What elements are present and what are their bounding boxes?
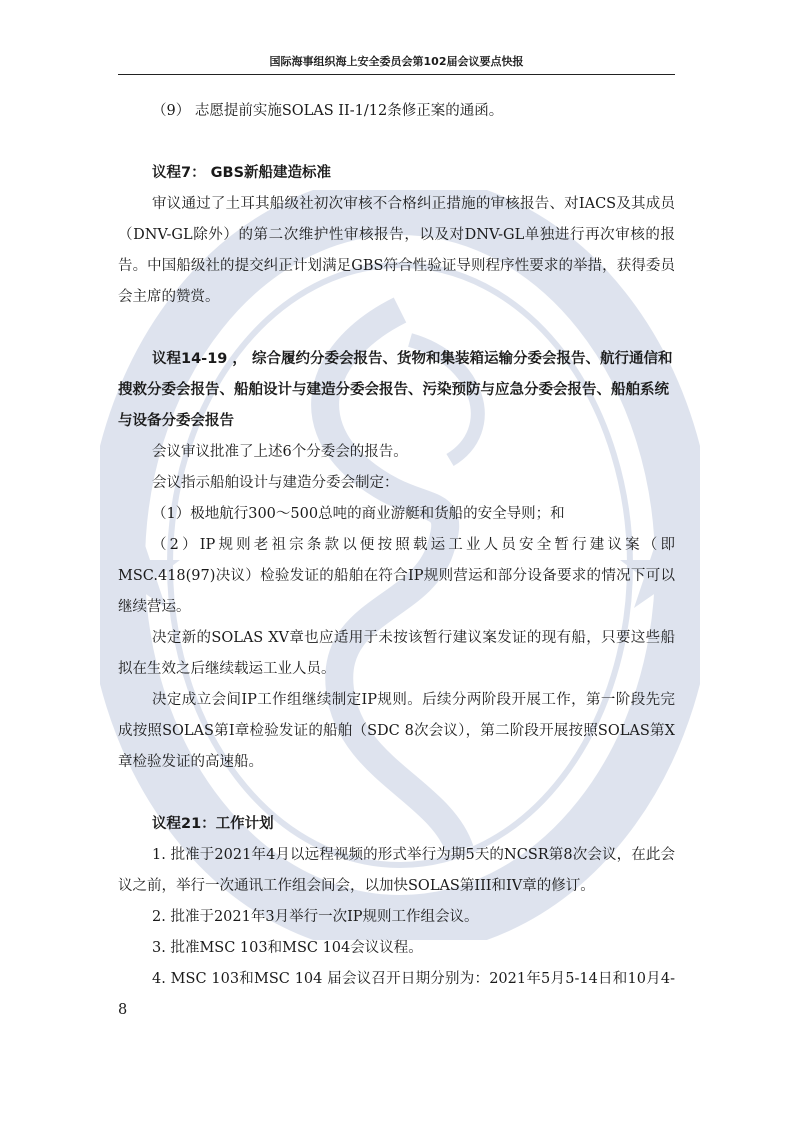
section-heading: 议程7： GBS新船建造标准: [152, 165, 332, 181]
list-item: （2）IP规则老祖宗条款以便按照载运工业人员安全暂行建议案（即MSC.418(97)决议）检验发证的船舶在符合IP规则营运和部分设备要求的情况下可以继续营运。: [118, 537, 675, 615]
paragraph: 会议指示船舶设计与建造分委会制定：: [152, 475, 399, 491]
paragraph: 会议审议批准了上述6个分委会的报告。: [152, 444, 408, 460]
list-item: 3. 批准MSC 103和MSC 104会议议程。: [152, 940, 423, 956]
paragraph: 决定新的SOLAS XV章也应适用于未按该暂行建议案发证的现有船，只要这些船拟在生效之后继续载运工业人员。: [118, 630, 675, 677]
list-item: 2. 批准于2021年3月举行一次IP规则工作组会议。: [152, 909, 479, 925]
prev-list-item: （9） 志愿提前实施SOLAS II-1/12条修正案的通函。: [152, 103, 504, 119]
paragraph: 审议通过了土耳其船级社初次审核不合格纠正措施的审核报告、对IACS及其成员（DNV-GL除外）的第二次维护性审核报告，以及对DNV-GL单独进行再次审核的报告。中国船级社的提交纠正计划满足GBS符合性验证导则程序性要求的举措，获得委员会主席的赞赏。: [118, 196, 675, 305]
list-item: （1）极地航行300～500总吨的商业游艇和货船的安全导则；和: [152, 506, 565, 522]
spacer: [118, 313, 675, 344]
page-header: [118, 52, 675, 75]
section-heading: 议程21：工作计划: [152, 816, 274, 832]
list-item: 1. 批准于2021年4月以远程视频的形式举行为期5天的NCSR第8次会议，在此会议之前，举行一次通讯工作组会间会，以加快SOLAS第III和IV章的修订。: [118, 847, 675, 894]
spacer: [118, 127, 675, 158]
header-title: 国际海事组织海上安全委员会第102届会议要点快报: [269, 55, 524, 68]
section-heading: 议程14-19 ， 综合履约分委会报告、货物和集装箱运输分委会报告、航行通信和搜救分委会报告、船舶设计与建造分委会报告、污染预防与应急分委会报告、船舶系统与设备分委会报告: [118, 351, 673, 429]
document-body: [118, 96, 675, 1026]
paragraph: 决定成立会间IP工作组继续制定IP规则。后续分两阶段开展工作，第一阶段先完成按照SOLAS第I章检验发证的船舶（SDC 8次会议），第二阶段开展按照SOLAS第X章检验发证的高速船。: [118, 692, 675, 770]
spacer: [118, 778, 675, 809]
list-item: 4. MSC 103和MSC 104 届会议召开日期分别为：2021年5月5-14日和10月4-8: [118, 971, 675, 1018]
